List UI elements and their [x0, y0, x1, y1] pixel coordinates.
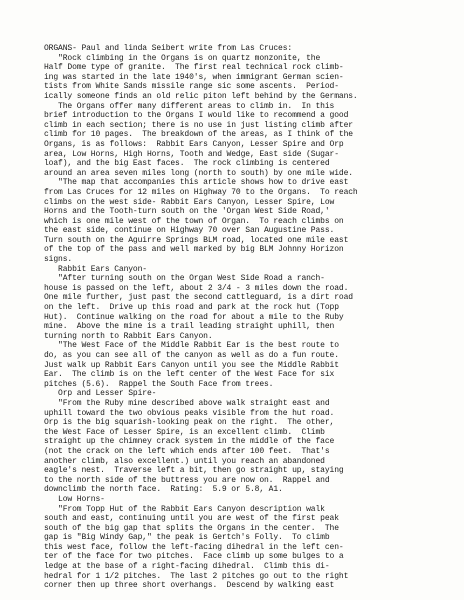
- text-line: Orp and Lesser Spire-: [44, 389, 157, 399]
- text-line: (not the crack on the left which ends after 100 feet. That's: [44, 446, 330, 456]
- text-line: from Las Cruces for 12 miles on Highway 70 to the Organs. To reach: [44, 187, 358, 197]
- text-line: "From Topp Hut of the Rabbit Ears Canyon description walk: [44, 504, 325, 514]
- text-line: uphill toward the two obvious peaks visible from the hut road.: [44, 408, 335, 418]
- text-line: Organs, is as follows: Rabbit Ears Canyon, Lesser Spire and Orp: [44, 139, 344, 149]
- text-line: ter of the face for two pitches. Face climb up some bulges to a: [44, 552, 344, 562]
- text-line: climb in each section; there is no use in just listing climb after: [44, 120, 353, 130]
- text-line: Low Horns-: [44, 494, 105, 504]
- text-line: to the north side of the buttress you are now on. Rappel and: [44, 475, 330, 485]
- text-line: ORGANS- Paul and linda Seibert write from Las Cruces:: [44, 44, 293, 53]
- text-line: "Rock climbing in the Organs is on quartz monzonite, the: [44, 53, 321, 63]
- document-body: [44, 44, 448, 591]
- text-line: turning north to Rabbit Ears Canyon.: [44, 331, 213, 341]
- text-line: house is passed on the left, about 2 3/4 - 3 miles down the road.: [44, 283, 349, 293]
- text-line: signs.: [44, 255, 73, 265]
- text-line: ically someone finds an old relic piton left behind by the Germans.: [44, 91, 358, 101]
- text-line: gap is "Big Windy Gap," the peak is Gertch's Folly. To climb: [44, 533, 330, 543]
- text-line: ledge at the base of a right-facing dihedral. Climb this di-: [44, 562, 330, 572]
- text-line: the east side, continue on Highway 70 over San Augustine Pass.: [44, 226, 335, 236]
- text-line: of the top of the pass and well marked by big BLM Johnny Horizon: [44, 245, 344, 255]
- text-line: eagle's nest. Traverse left a bit, then go straight up, staying: [44, 466, 344, 476]
- text-line: corner then up three short overhangs. Descend by walking east: [44, 581, 335, 591]
- text-line: Orp is the big squarish-looking peak on the right. The other,: [44, 418, 335, 428]
- text-line: south and east, continuing until you are west of the first peak: [44, 514, 339, 524]
- text-line: loaf), and the big East faces. The rock climbing is centered: [44, 159, 330, 169]
- text-line: The Organs offer many different areas to climb in. In this: [44, 101, 335, 111]
- text-line: ing was started in the late 1940's, when immigrant German scien-: [44, 72, 344, 82]
- text-line: mine. Above the mine is a trail leading straight uphill, then: [44, 322, 335, 332]
- text-line: Just walk up Rabbit Ears Canyon until you see the Middle Rabbit: [44, 360, 339, 370]
- text-line: downclimb the north face. Rating: 5.9 or 5.8, A1.: [44, 485, 283, 495]
- text-line: straight up the chimney crack system in the middle of the face: [44, 437, 335, 447]
- text-line: hedral for 1 1/2 pitches. The last 2 pitches go out to the right: [44, 571, 349, 581]
- text-line: Turn south on the Aguirre Springs BLM road, located one mile east: [44, 235, 349, 245]
- text-line: climb for 10 pages. The breakdown of the areas, as I think of the: [44, 130, 353, 140]
- text-line: around an area seven miles long (north to south) by one mile wide.: [44, 168, 353, 178]
- text-line: Horns and the Tooth-turn south on the 'Organ West Side Road,': [44, 207, 330, 217]
- text-line: area, Low Horns, High Horns, Tooth and Wedge, East side (Sugar-: [44, 149, 339, 159]
- text-line: pitches (5.6). Rappel the South Face from trees.: [44, 379, 274, 389]
- text-line: One mile further, just past the second cattleguard, is a dirt road: [44, 293, 353, 303]
- text-line: "After turning south on the Organ West Side Road a ranch-: [44, 274, 325, 284]
- text-line: Ear. The climb is on the left center of the West Face for six: [44, 370, 335, 380]
- text-line: on the left. Drive up this road and park at the rock hut (Topp: [44, 303, 339, 313]
- text-line: climbs on the west side- Rabbit Ears Canyon, Lesser Spire, Low: [44, 197, 335, 207]
- text-line: do, as you can see all of the canyon as well as do a fun route.: [44, 351, 339, 360]
- text-line: Rabbit Ears Canyon-: [44, 264, 147, 274]
- text-line: tists from White Sands missile range sic some ascents. Period-: [44, 82, 339, 92]
- text-line: Half Dome type of granite. The first real technical rock climb-: [44, 63, 344, 73]
- text-line: this west face, follow the left-facing dihedral in the left cen-: [44, 542, 344, 552]
- text-line: south of the big gap that splits the Organs in the center. The: [44, 523, 339, 533]
- text-line: which is one mile west of the town of Organ. To reach climbs on: [44, 216, 344, 226]
- text-line: the West Face of Lesser Spire, is an excellent climb. Climb: [44, 427, 325, 437]
- text-line: another climb, also excellent.) until you reach an abandoned: [44, 456, 325, 466]
- text-line: "The map that accompanies this article shows how to drive east: [44, 178, 349, 188]
- text-line: "The West Face of the Middle Rabbit Ear is the best route to: [44, 341, 339, 351]
- text-line: brief introduction to the Organs I would like to recommend a good: [44, 111, 349, 121]
- text-line: "From the Ruby mine described above walk straight east and: [44, 398, 330, 408]
- text-line: Hut). Continue walking on the road for about a mile to the Ruby: [44, 312, 344, 322]
